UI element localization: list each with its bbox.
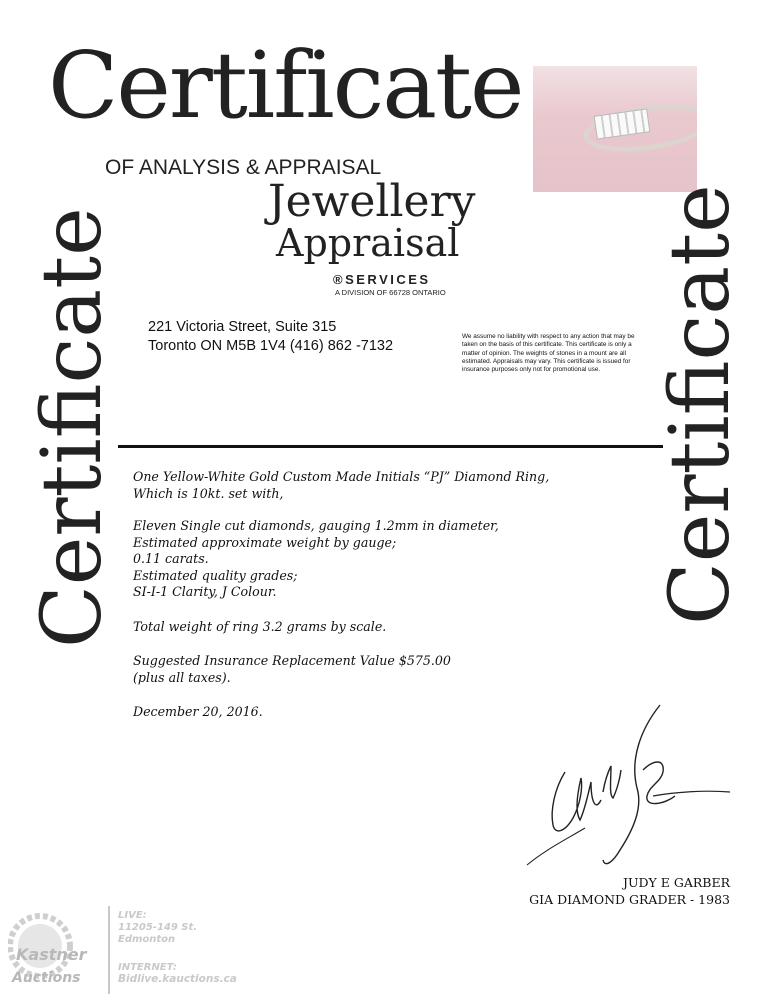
description-line: Eleven Single cut diamonds, gauging 1.2mm in diameter, [133,518,499,533]
description-line: SI-I-1 Clarity, J Colour. [133,584,277,599]
kastner-auctions-logo [8,908,108,992]
certificate-title: Certificate [48,32,523,139]
side-title-left: Certificate [25,207,120,648]
services-label: SERVICES [345,272,431,287]
description-line: One Yellow-White Gold Custom Made Initials “PJ” Diamond Ring, [133,469,550,484]
divider-rule [118,445,663,448]
live-address-line-1: 11205-149 St. [118,922,198,933]
live-address [118,922,197,946]
description-line: Which is 10kt. set with, [133,485,284,501]
address-line-1: 221 Victoria Street, Suite 315 [148,319,337,335]
address-line-2: Toronto ON M5B 1V4 (416) 862 -7132 [148,338,394,354]
signer-name: JUDY E GARBER [622,875,730,890]
certificate-subtitle: OF ANALYSIS & APPRAISAL [105,156,382,179]
live-label: LIVE: [118,910,147,921]
logo-text-top: Kastner [16,945,87,964]
brand-name-line1: Jewellery [268,176,476,227]
ring-photo [533,66,697,192]
appraisal-date: December 20, 2016. [133,704,263,719]
appraiser-address [148,318,393,356]
brand-division: A DIVISION OF 66728 ONTARIO [335,288,446,297]
handwritten-signature [525,700,735,870]
description-line: Total weight of ring 3.2 grams by scale. [133,618,387,634]
description-line: 0.11 carats. [133,551,209,566]
liability-disclaimer: We assume no liability with respect to any action that may be taken on the basis of this certificate. This certificate is only a matter of opinion. The weights of stones in a mount are all estimated. Appraisals may vary. This certificate is issued for insurance purposes only not for promotional use. [462,333,635,374]
signer-title: GIA DIAMOND GRADER - 1983 [529,892,730,907]
description-line: Estimated quality grades; [133,567,298,583]
logo-text-bottom: Auctions [12,970,81,986]
description-line: Suggested Insurance Replacement Value $575.00 [133,653,451,668]
internet-label: INTERNET: [118,962,177,973]
brand-services: ®SERVICES [333,272,431,287]
internet-url: Bidlive.kauctions.ca [118,973,237,985]
live-address-line-2: Edmonton [118,934,176,945]
logo-divider [108,906,110,994]
item-description [133,469,653,721]
signer-block [450,874,730,908]
side-title-right: Certificate [653,184,748,625]
description-line: (plus all taxes). [133,669,231,685]
brand-name-line2: Appraisal [276,221,460,265]
description-line: Estimated approximate weight by gauge; [133,534,397,550]
